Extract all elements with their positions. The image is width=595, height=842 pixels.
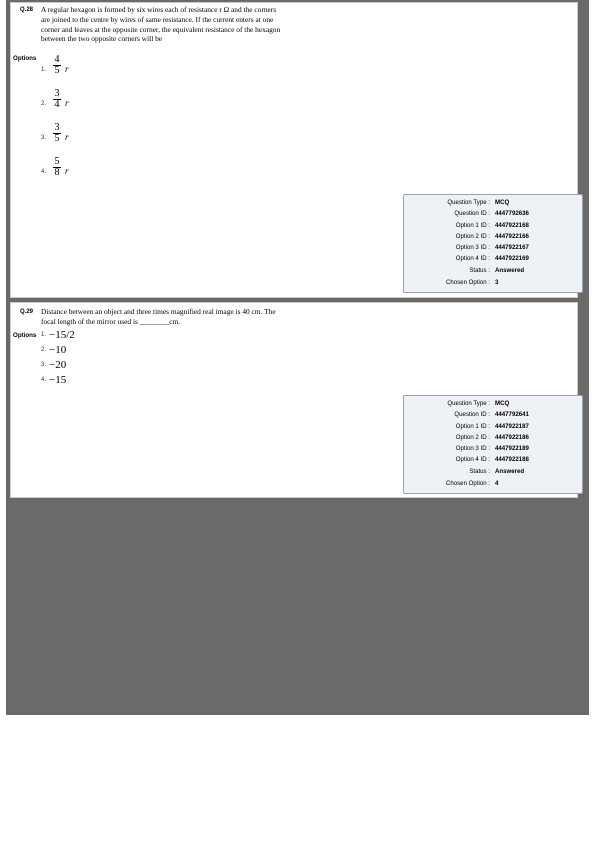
question-text-line: A regular hexagon is formed by six wires each of resistance r Ω and the corners (41, 5, 277, 14)
option-4-value[interactable]: −15 (49, 374, 67, 386)
option-variable: r (65, 64, 69, 74)
info-label: Option 4 ID : (455, 255, 490, 262)
info-row-status (404, 267, 582, 277)
option-number: 1. (41, 67, 47, 73)
info-value: 4447922167 (495, 244, 529, 251)
option-2-value[interactable]: −10 (49, 344, 67, 356)
option-3-value[interactable]: −20 (49, 359, 67, 371)
info-label: Option 2 ID : (455, 233, 490, 240)
info-label: Question ID : (454, 411, 490, 418)
info-label: Status : (469, 468, 490, 475)
info-label: Chosen Option : (445, 480, 490, 487)
option-number: 2. (41, 347, 47, 353)
option-number: 2. (41, 101, 47, 107)
option-variable: r (65, 166, 69, 176)
info-row-option3-id (404, 244, 582, 254)
question-text (41, 5, 386, 44)
info-value: 4447922189 (495, 445, 529, 452)
info-row-question-id (404, 411, 582, 421)
option-1-value[interactable]: −15/2 (49, 329, 75, 341)
info-row-question-type (404, 199, 582, 209)
fraction-denominator: 4 (54, 99, 60, 110)
option-3-fraction[interactable] (52, 123, 62, 144)
info-label: Chosen Option : (445, 279, 490, 286)
question-number: Q.28 (20, 7, 34, 13)
question-number: Q.29 (20, 309, 34, 315)
option-number: 3. (41, 362, 47, 368)
info-value: 4447922169 (495, 255, 529, 262)
info-value: 4447922166 (495, 233, 529, 240)
info-value: MCQ (495, 400, 510, 407)
info-row-status (404, 468, 582, 478)
info-label: Option 4 ID : (455, 456, 490, 463)
info-row-option4-id (404, 255, 582, 265)
info-row-option4-id (404, 456, 582, 466)
status-value: Answered (495, 267, 525, 274)
question-text-line: focal length of the mirror used is ________cm. (41, 316, 181, 326)
question-text-line: Distance between an object and three times magnified real image is 40 cm. The (41, 307, 276, 316)
info-row-question-id (404, 210, 582, 220)
info-label: Question Type : (447, 199, 490, 206)
fraction-denominator: 5 (54, 65, 60, 76)
info-row-option2-id (404, 434, 582, 444)
fraction-denominator: 5 (54, 133, 60, 144)
info-label: Option 1 ID : (455, 222, 490, 229)
info-label: Question ID : (454, 210, 490, 217)
option-variable: r (65, 132, 69, 142)
question-card-q29 (10, 302, 578, 498)
info-label: Option 3 ID : (455, 244, 490, 251)
info-value: 4447922186 (495, 434, 529, 441)
info-value: 4447922188 (495, 456, 529, 463)
info-value: MCQ (495, 199, 510, 206)
info-value: 4447792641 (495, 411, 529, 418)
fraction-numerator: 4 (54, 54, 60, 65)
chosen-option-value: 4 (495, 480, 499, 487)
info-row-option2-id (404, 233, 582, 243)
info-label: Option 3 ID : (455, 445, 490, 452)
info-value: 4447922168 (495, 222, 529, 229)
options-label: Options (13, 332, 37, 339)
info-row-question-type (404, 400, 582, 410)
question-info-panel (403, 395, 583, 494)
question-info-panel (403, 194, 583, 293)
chosen-option-value: 3 (495, 279, 499, 286)
option-2-fraction[interactable] (52, 89, 62, 110)
question-text-line: between the two opposite corners will be (41, 34, 163, 44)
info-value: 4447792636 (495, 210, 529, 217)
option-number: 4. (41, 169, 47, 175)
option-1-fraction[interactable] (52, 55, 62, 76)
info-label: Status : (469, 267, 490, 274)
info-label: Question Type : (447, 400, 490, 407)
status-value: Answered (495, 468, 525, 475)
question-card-q28 (10, 2, 578, 298)
fraction-numerator: 3 (54, 88, 60, 99)
question-text-line: corner and leaves at the opposite corner, the equivalent resistance of the hexagon (41, 24, 281, 34)
fraction-denominator: 8 (54, 167, 60, 178)
info-row-option1-id (404, 222, 582, 232)
option-number: 1. (41, 332, 47, 338)
info-label: Option 2 ID : (455, 434, 490, 441)
option-number: 3. (41, 135, 47, 141)
info-label: Option 1 ID : (455, 423, 490, 430)
info-row-chosen-option (404, 480, 582, 490)
options-label: Options (13, 55, 37, 62)
info-row-option1-id (404, 423, 582, 433)
question-text-line: are joined to the centre by wires of same resistance. If the current enters at one (41, 14, 274, 24)
question-text (41, 307, 386, 327)
info-value: 4447922187 (495, 423, 529, 430)
option-4-fraction[interactable] (52, 157, 62, 178)
info-row-option3-id (404, 445, 582, 455)
info-row-chosen-option (404, 279, 582, 289)
option-number: 4. (41, 377, 47, 383)
fraction-numerator: 5 (54, 156, 60, 167)
option-variable: r (65, 98, 69, 108)
fraction-numerator: 3 (54, 122, 60, 133)
